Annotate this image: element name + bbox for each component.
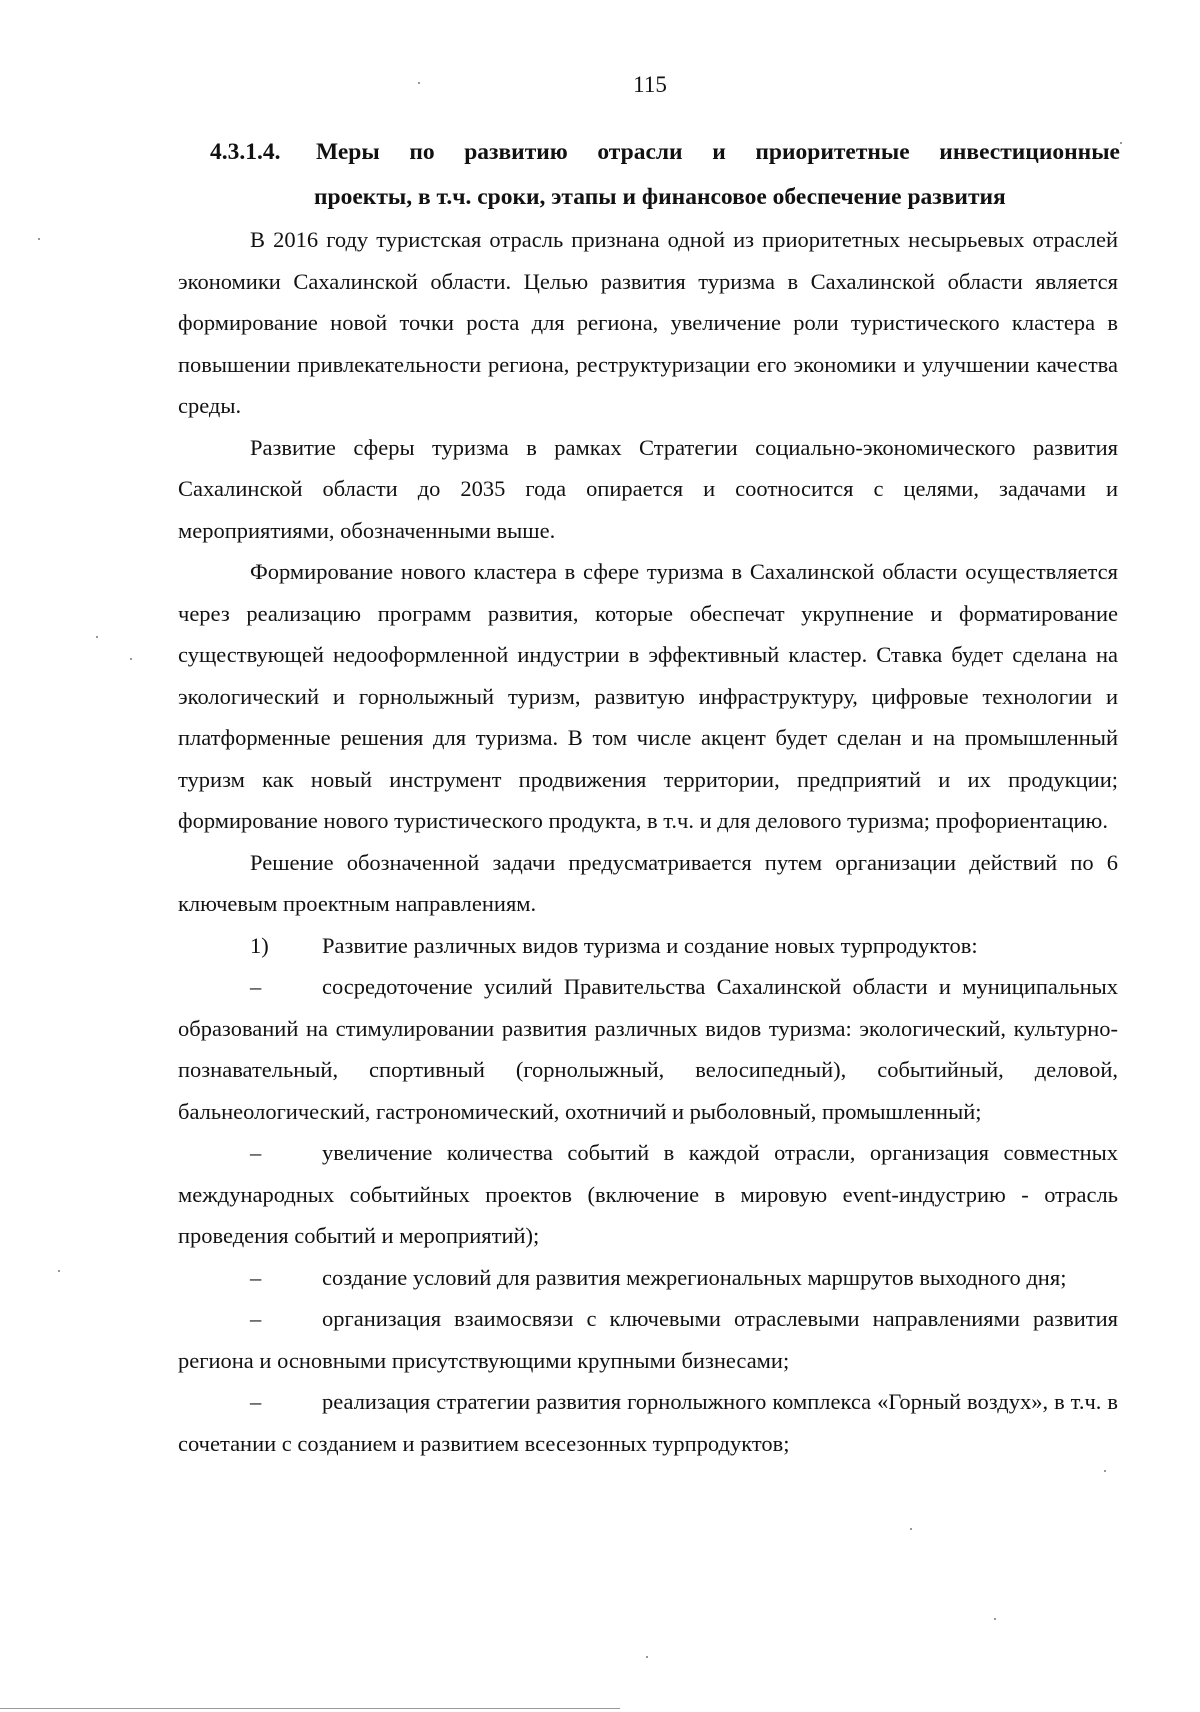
- heading-title-line1: Меры по развитию отрасли и приоритетные инвестиционные: [316, 139, 1120, 165]
- list-item-text: сосредоточение усилий Правительства Сахалинской области и муниципальных образований на стимулировании развития различных видов туризма: экологический, культурно-познавательный, спортивный (горнолыжный, велосипедный), событийный, деловой, бальнеологический, гастрономический, охотничий и рыболовный, промышленный;: [178, 974, 1118, 1124]
- scan-edge-line: [0, 1708, 620, 1709]
- list-item: [178, 1381, 1118, 1464]
- list-item: [178, 1298, 1118, 1381]
- paragraph-directions: Решение обозначенной задачи предусматривается путем организации действий по 6 ключевым проектным направлениям.: [178, 849, 1118, 916]
- list-item-text: создание условий для развития межрегиональных маршрутов выходного дня;: [322, 1264, 1067, 1290]
- scan-speck: [1120, 142, 1122, 144]
- list-marker: 1): [250, 932, 269, 958]
- scan-speck: [38, 238, 40, 240]
- scan-speck: [994, 1618, 996, 1620]
- list-item: [178, 966, 1118, 1132]
- body-text: [178, 219, 1118, 1464]
- scan-speck: [418, 82, 420, 84]
- list-item-text: реализация стратегии развития горнолыжного комплекса «Горный воздух», в т.ч. в сочетании с созданием и развитием всесезонных турпродуктов;: [178, 1389, 1118, 1456]
- list-title: Развитие различных видов туризма и создание новых турпродуктов:: [322, 932, 978, 958]
- dash-marker: –: [250, 1306, 262, 1331]
- section-heading: [210, 130, 1120, 220]
- paragraph-strategy: Развитие сферы туризма в рамках Стратегии социально-экономического развития Сахалинской области до 2035 года опирается и соотносится с целями, задачами и мероприятиями, обозначенными выше.: [178, 434, 1118, 543]
- scan-speck: [910, 1528, 912, 1530]
- dash-marker: –: [250, 974, 262, 999]
- scan-speck: [130, 658, 132, 660]
- scan-speck: [96, 636, 98, 638]
- list-item: [178, 1132, 1118, 1257]
- heading-title-line2: проекты, в т.ч. сроки, этапы и финансовое обеспечение развития: [314, 184, 1006, 210]
- list-item-text: организация взаимосвязи с ключевыми отраслевыми направлениями развития региона и основными присутствующими крупными бизнесами;: [178, 1306, 1118, 1373]
- paragraph-cluster: Формирование нового кластера в сфере туризма в Сахалинской области осуществляется через реализацию программ развития, которые обеспечат укрупнение и форматирование существующей недооформленной индустрии в эффективный кластер. Ставка будет сделана на экологический и горнолыжный туризм, развитую инфраструктуру, цифровые технологии и платформенные решения для туризма. В том числе акцент будет сделан и на промышленный туризм как новый инструмент продвижения территории, предприятий и их продукции; формирование нового туристического продукта, в т.ч. и для делового туризма; профориентацию.: [178, 559, 1118, 833]
- list-item-text: увеличение количества событий в каждой отрасли, организация совместных международных событийных проектов (включение в мировую event-индустрию - отрасль проведения событий и мероприятий);: [178, 1140, 1118, 1248]
- scan-speck: [1104, 1470, 1106, 1472]
- list-heading: [178, 925, 1118, 967]
- dash-marker: –: [250, 1389, 262, 1414]
- heading-first-line: [210, 130, 1120, 175]
- section-number: 4.3.1.4.: [210, 139, 281, 165]
- list-item: [178, 1257, 1118, 1299]
- paragraph-intro: В 2016 году туристская отрасль признана одной из приоритетных несырьевых отраслей экономики Сахалинской области. Целью развития туризма в Сахалинской области является формирование новой точки роста для региона, увеличение роли туристического кластера в повышении привлекательности региона, реструктуризации его экономики и улучшении качества среды.: [178, 227, 1118, 418]
- scan-speck: [58, 1270, 60, 1272]
- scan-speck: [646, 1656, 648, 1658]
- dash-marker: –: [250, 1140, 262, 1165]
- page-number: 115: [633, 72, 667, 97]
- dash-marker: –: [250, 1264, 262, 1290]
